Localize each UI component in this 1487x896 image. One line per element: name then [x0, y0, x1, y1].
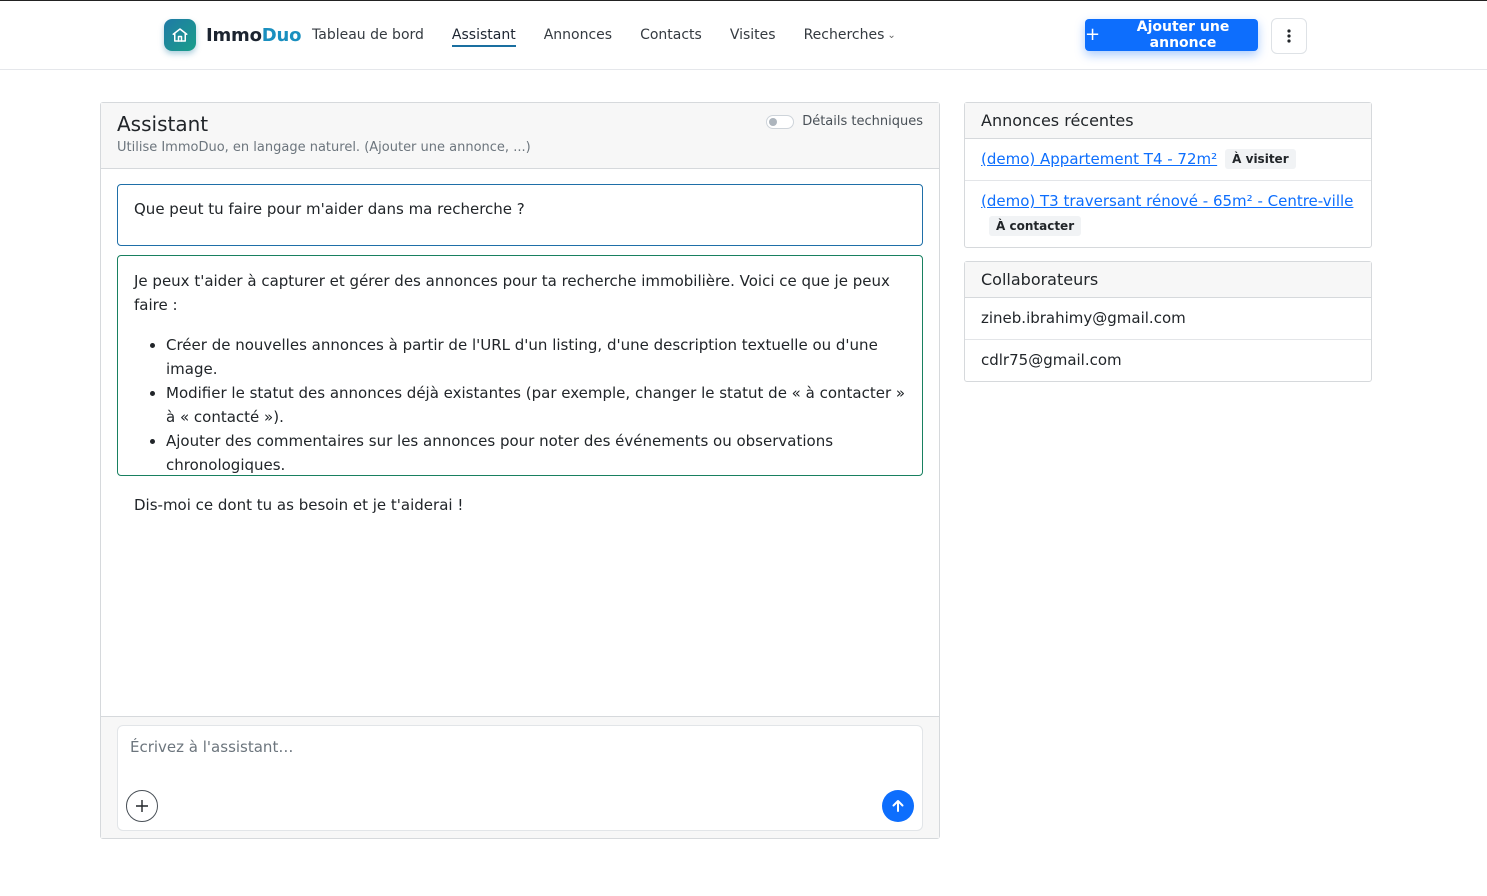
toggle-knob [769, 118, 777, 126]
status-badge: À visiter [1225, 149, 1295, 169]
list-item: • Modifier le statut des annonces déjà existantes (par exemple, changer le statut de « à contacter » à « contacté »). [166, 381, 906, 429]
assistant-message-outro: Dis-moi ce dont tu as besoin et je t'aiderai ! [134, 496, 464, 514]
technical-details-toggle[interactable] [766, 114, 923, 129]
nav-link-searches-label: Recherches [803, 27, 885, 43]
send-button[interactable] [882, 790, 914, 822]
list-item: • Ajouter des commentaires sur les annonces pour noter des événements ou observations chronologiques. [166, 429, 906, 477]
list-item [965, 181, 1371, 247]
collaborator-email: cdlr75@gmail.com [981, 351, 1122, 369]
nav-links [312, 25, 924, 47]
brand-name: ImmoDuo [206, 24, 302, 46]
recent-listings-title: Annonces récentes [965, 103, 1371, 139]
chevron-down-icon: ⌄ [887, 30, 896, 41]
brand[interactable] [164, 19, 301, 51]
add-listing-button[interactable] [1085, 19, 1258, 51]
nav-link-searches[interactable] [804, 25, 896, 47]
toggle-switch[interactable] [766, 115, 794, 129]
collaborator-email: zineb.ibrahimy@gmail.com [965, 298, 1371, 340]
nav-link-assistant[interactable]: Assistant [452, 25, 516, 47]
assistant-card [100, 102, 940, 839]
user-message-text: Que peut tu faire pour m'aider dans ma recherche ? [134, 200, 525, 218]
message-input[interactable] [130, 734, 910, 760]
collaborators-card [964, 261, 1372, 382]
top-navbar [0, 0, 1487, 70]
arrow-up-icon [890, 798, 906, 814]
attach-button[interactable] [126, 790, 158, 822]
nav-link-contacts[interactable]: Contacts [640, 27, 702, 43]
assistant-message [117, 255, 923, 514]
list-item: • Créer de nouvelles annonces à partir de l'URL d'un listing, d'une description textuelle ou d'une image. [166, 333, 906, 381]
vertical-dots-icon [1287, 29, 1291, 43]
nav-link-listings[interactable]: Annonces [543, 27, 613, 43]
add-listing-label: Ajouter une annonce [1136, 19, 1230, 51]
assistant-subtitle: Utilise ImmoDuo, en langage naturel. (Ajouter une annonce, ...) [117, 140, 531, 155]
assistant-message-intro: Je peux t'aider à capturer et gérer des annonces pour ta recherche immobilière. Voici ce que je peux faire : [134, 272, 890, 314]
composer-area [101, 716, 939, 838]
toggle-label: Détails techniques [802, 114, 923, 129]
more-menu-button[interactable] [1271, 18, 1307, 54]
assistant-title: Assistant [117, 112, 209, 136]
nav-link-dashboard[interactable]: Tableau de bord [312, 27, 424, 43]
assistant-capabilities-list [166, 333, 906, 477]
composer [117, 725, 923, 831]
nav-link-visits[interactable]: Visites [729, 27, 776, 43]
listing-link[interactable]: (demo) Appartement T4 - 72m² [981, 150, 1218, 168]
house-icon [164, 19, 196, 51]
status-badge: À contacter [989, 216, 1081, 236]
plus-icon: + [1085, 24, 1101, 45]
collaborators-title: Collaborateurs [965, 262, 1371, 298]
plus-icon [135, 799, 149, 813]
list-item [965, 139, 1371, 181]
assistant-header [101, 103, 939, 169]
listing-link[interactable]: (demo) T3 traversant rénové - 65m² - Centre-ville [981, 192, 1354, 210]
recent-listings-card [964, 102, 1372, 248]
user-message [117, 184, 923, 246]
